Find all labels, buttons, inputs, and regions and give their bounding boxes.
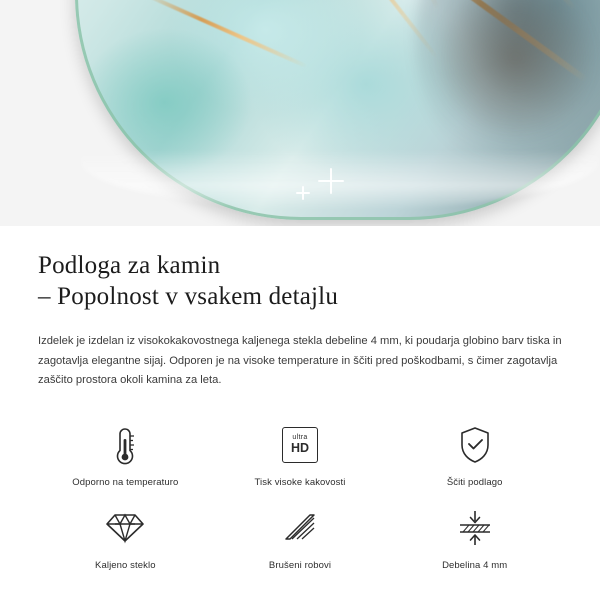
feature-label: Odporno na temperaturo	[72, 476, 179, 488]
feature-label: Ščiti podlago	[446, 476, 503, 488]
feature-item	[213, 500, 388, 571]
feature-item	[213, 417, 388, 488]
feature-item	[387, 417, 562, 488]
hero-image	[0, 0, 600, 226]
headline-line-2: – Popolnost v vsakem detajlu	[38, 283, 339, 310]
content-area	[0, 226, 600, 571]
feature-label: Debelina 4 mm	[442, 559, 508, 571]
gold-vein	[142, 0, 308, 68]
feature-label: Kaljeno steklo	[95, 559, 156, 571]
thermometer-icon	[108, 423, 142, 467]
shield-check-icon	[455, 423, 495, 467]
feature-grid	[38, 417, 562, 571]
thickness-icon	[454, 506, 496, 550]
polished-edges-icon	[280, 506, 320, 550]
feature-label: Brušeni robovi	[268, 559, 332, 571]
ultra-hd-badge-bottom: HD	[290, 441, 310, 456]
page-title	[38, 226, 562, 312]
diamond-icon	[104, 506, 146, 550]
feature-label: Tisk visoke kakovosti	[254, 476, 346, 488]
product-description: Izdelek je izdelan iz visokokakovostnega kaljenega stekla debeline 4 mm, ki poudarja globino barv tiska in zagotavlja elegantne sijaj. Odporen je na visoke temperature in ščiti pred poškodbami, s čimer zagotavlja zaščito prostora okoli kamina za leta.	[38, 335, 562, 386]
headline-line-1: Podloga za kamin	[38, 252, 221, 279]
feature-item	[38, 417, 213, 488]
ultra-hd-badge-top: ultra	[292, 434, 308, 442]
ultra-hd-icon	[282, 423, 318, 467]
feature-item	[387, 500, 562, 571]
feature-item	[38, 500, 213, 571]
gold-vein	[251, 0, 439, 59]
